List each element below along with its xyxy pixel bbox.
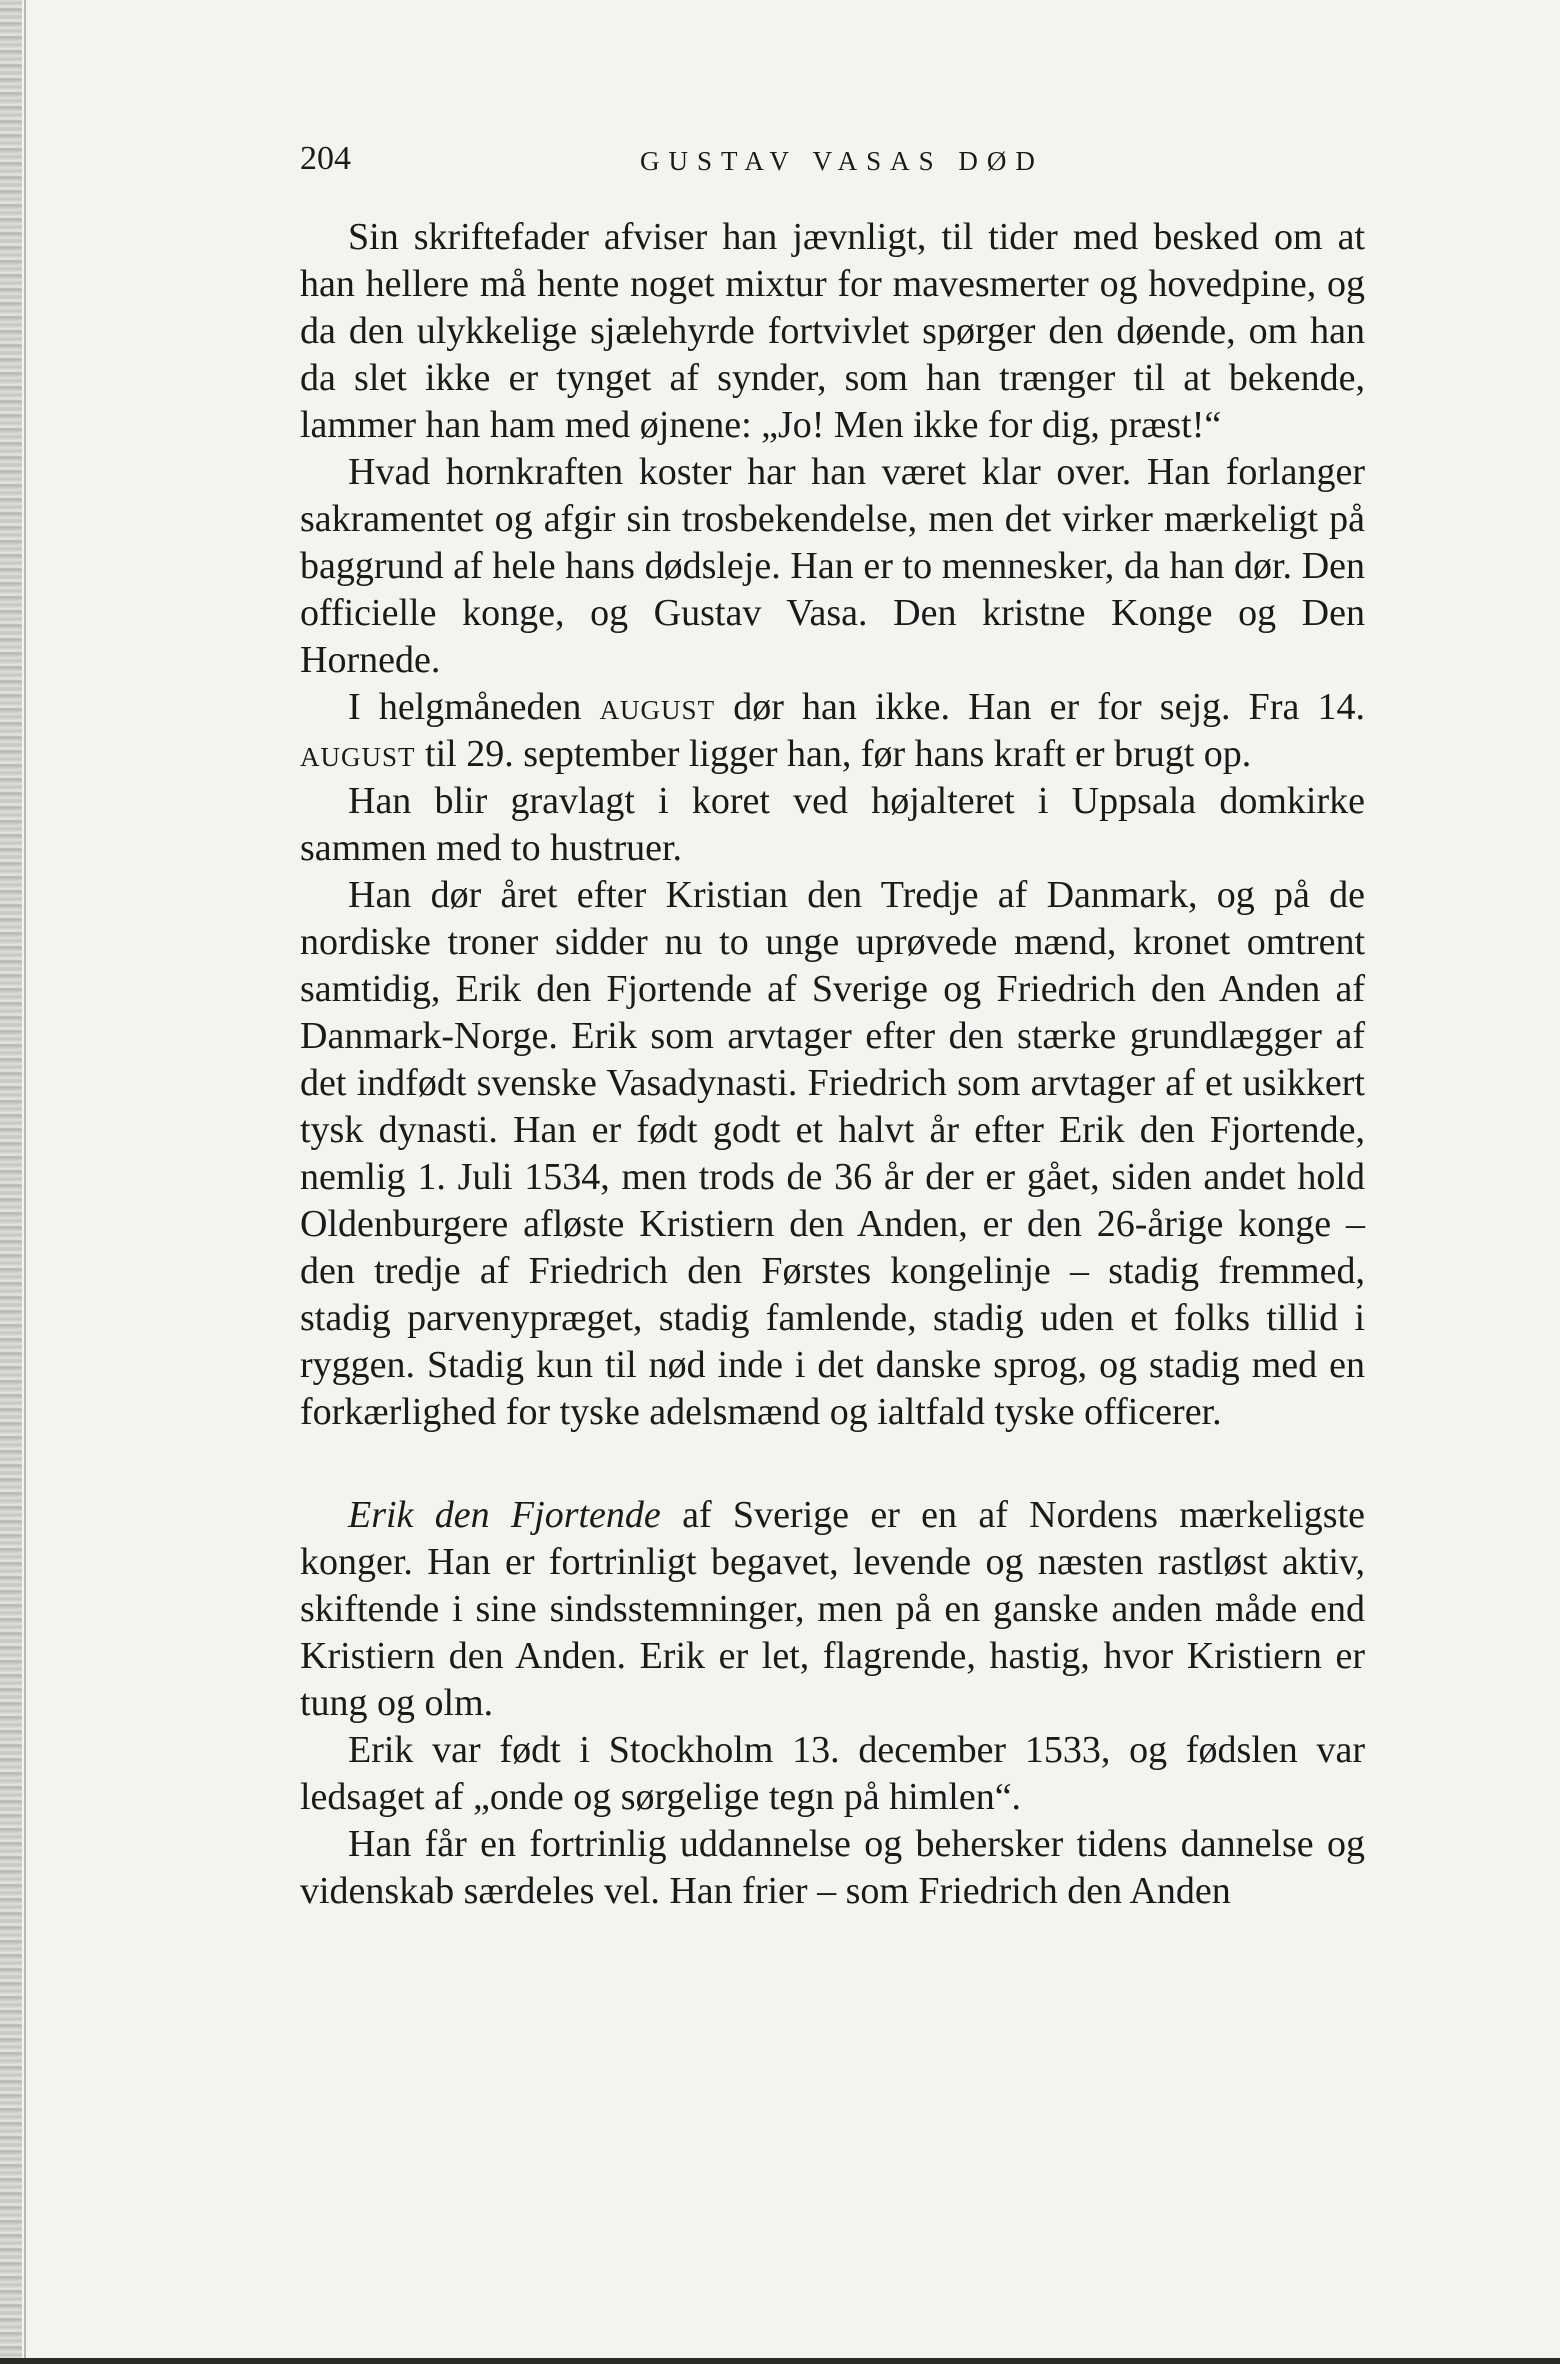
- paragraph: Han blir gravlagt i koret ved højalteret i Uppsala domkirke sammen med to hustruer.: [300, 780, 1365, 869]
- page-number: 204: [300, 140, 351, 177]
- paragraph-text: dør han ikke. Han er for sejg. Fra 14.: [715, 686, 1365, 728]
- paragraph: [300, 1492, 1365, 1727]
- small-caps-month: august: [300, 733, 416, 775]
- paragraph: [300, 684, 1365, 778]
- section-break: [300, 1436, 1365, 1492]
- paragraph: Erik var født i Stockholm 13. december 1533, og fødslen var ledsaget af „onde og sørgelige tegn på himlen“.: [300, 1729, 1365, 1818]
- italic-name: Erik den Fjortende: [348, 1494, 661, 1536]
- paragraph: Sin skriftefader afviser han jævnligt, til tider med besked om at han hellere må hente noget mixtur for mavesmerter og hovedpine, og da den ulykkelige sjælehyrde fortvivlet spørger den døende, om han da slet ikke er tynget af synder, som han trænger til at bekende, lammer han ham med øjnene: „Jo! Men ikke for dig, præst!“: [300, 216, 1365, 446]
- binding-shadow: [24, 0, 26, 2364]
- book-page: [300, 140, 1365, 1915]
- scan-bottom-edge: [0, 2358, 1560, 2364]
- small-caps-month: august: [599, 686, 716, 728]
- paragraph: Han får en fortrinlig uddannelse og behersker tidens dannelse og videnskab særdeles vel. Han frier – som Friedrich den Anden: [300, 1823, 1365, 1912]
- running-title: GUSTAV VASAS DØD: [640, 146, 1044, 176]
- binding-edge: [0, 0, 22, 2364]
- paragraph-text: til 29. september ligger han, før hans kraft er brugt op.: [415, 733, 1252, 775]
- paragraph: Han dør året efter Kristian den Tredje af Danmark, og på de nordiske troner sidder nu to unge uprøvede mænd, kronet omtrent samtidig, Erik den Fjortende af Sverige og Friedrich den Anden af Danmark-Norge. Erik som arvtager efter den stærke grundlægger af det indfødt svenske Vasadynasti. Friedrich som arvtager af et usikkert tysk dynasti. Han er født godt et halvt år efter Erik den Fjortende, nemlig 1. Juli 1534, men trods de 36 år der er gået, siden andet hold Oldenburgere afløste Kristiern den Anden, er den 26-årige konge – den tredje af Friedrich den Førstes kongelinje – stadig fremmed, stadig parvenypræget, stadig famlende, stadig uden et folks tillid i ryggen. Stadig kun til nød inde i det danske sprog, og stadig med en forkærlighed for tyske adelsmænd og ialtfald tyske officerer.: [300, 874, 1365, 1433]
- paragraph: Hvad hornkraften koster har han været klar over. Han forlanger sakramentet og afgir sin trosbekendelse, men det virker mærkeligt på baggrund af hele hans dødsleje. Han er to mennesker, da han dør. Den officielle konge, og Gustav Vasa. Den kristne Konge og Den Hornede.: [300, 451, 1365, 681]
- running-head: [300, 140, 1365, 190]
- paragraph-text: I helgmåneden: [348, 686, 600, 728]
- paragraph-text: af Sverige er en af Nordens mærkeligste konger. Han er fortrinligt begavet, levende og næsten rastløst aktiv, skiftende i sine sindsstemninger, men på en ganske anden måde end Kristiern den Anden. Erik er let, flagrende, hastig, hvor Kristiern er tung og olm.: [300, 1494, 1366, 1724]
